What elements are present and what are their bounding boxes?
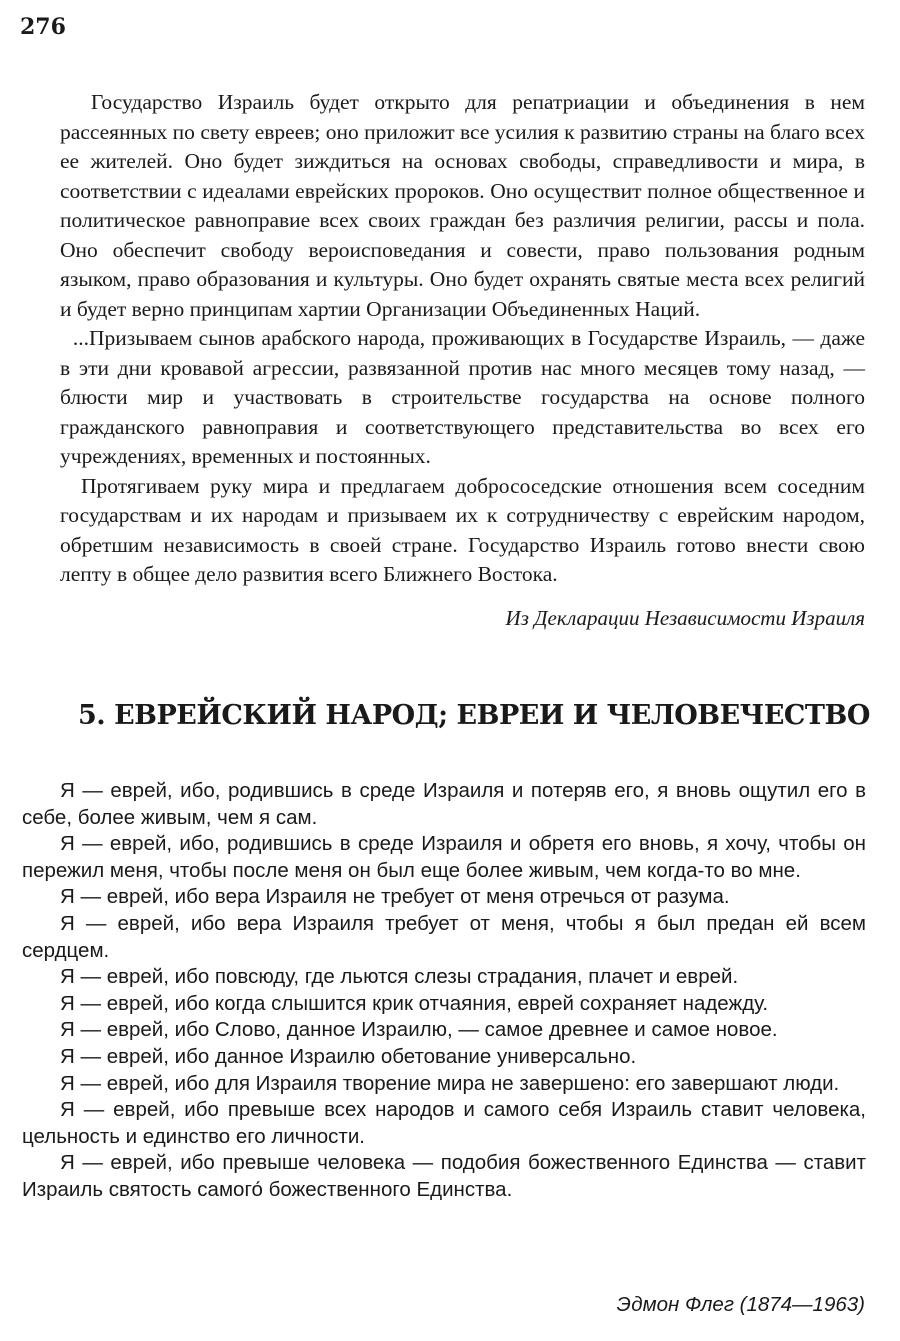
credo-line: Я — еврей, ибо превыше всех народов и самого себя Израиль ставит человека, цельность и единство его личности. xyxy=(22,1098,866,1148)
credo-line: Я — еврей, ибо превыше человека — подобия божественного Единства — ставит Израиль святость самого́ божественного Единства. xyxy=(22,1151,866,1201)
declaration-paragraph: Протягиваем руку мира и предлагаем добрососедские отношения всем соседним государствам и их народам и призываем их к сотрудничеству с еврейским народом, обретшим независимость в своей стране. Государство Израиль готово внести свою лепту в общее дело развития всего Ближнего Востока. xyxy=(60,473,865,586)
credo-line: Я — еврей, ибо, родившись в среде Израиля и обретя его вновь, я хочу, чтобы он пережил меня, чтобы после меня он был еще более живым, чем когда-то во мне. xyxy=(22,832,866,882)
quote-author: Эдмон Флег (1874—1963) xyxy=(616,1293,865,1316)
declaration-paragraph: Государство Израиль будет открыто для репатриации и объединения в нем рассеянных по свету евреев; оно приложит все усилия к развитию страны на благо всех ее жителей. Оно будет зиждиться на основах свободы, справедливости и мира, в соответствии с идеалами еврейских пророков. Оно осуществит полное общественное и политическое равноправие всех своих граждан без различия религии, рассы и пола. Оно обеспечит свободу вероисповедания и совести, право пользования родным языком, право образования и культуры. Оно будет охранять святые места всех религий и будет верно принципам хартии Организации Объединенных Наций. xyxy=(60,90,865,321)
credo-line: Я — еврей, ибо Слово, данное Израилю, — самое древнее и самое новое. xyxy=(60,1018,778,1042)
credo-line: Я — еврей, ибо для Израиля творение мира не завершено: его завершают люди. xyxy=(60,1071,840,1095)
section-body xyxy=(22,778,866,1204)
credo-line: Я — еврей, ибо, родившись в среде Израиля и потеряв его, я вновь ощутил его в себе, более живым, чем я сам. xyxy=(22,779,866,829)
page-number: 276 xyxy=(20,14,66,40)
credo-line: Я — еврей, ибо вера Израиля требует от меня, чтобы я был предан ей всем сердцем. xyxy=(22,911,866,962)
declaration-excerpt xyxy=(60,88,865,590)
declaration-paragraph: ...Призываем сынов арабского народа, проживающих в Государстве Израиль, — даже в эти дни кровавой агрессии, развязанной против нас много месяцев тому назад, — блюсти мир и участвовать в строительстве государства на основе полного гражданского равноправия и соответствующего представительства во всех его учреждениях, временных и постоянных. xyxy=(60,326,865,468)
section-heading: 5. ЕВРЕЙСКИЙ НАРОД; ЕВРЕИ И ЧЕЛОВЕЧЕСТВО xyxy=(78,700,870,731)
credo-line: Я — еврей, ибо данное Израилю обетование универсально. xyxy=(60,1044,637,1068)
credo-line: Я — еврей, ибо вера Израиля не требует от меня отречься от разума. xyxy=(60,885,730,909)
declaration-source: Из Декларации Независимости Израиля xyxy=(505,606,865,630)
credo-line: Я — еврей, ибо повсюду, где льются слезы страдания, плачет и еврей. xyxy=(60,965,739,989)
credo-line: Я — еврей, ибо когда слышится крик отчаяния, еврей сохраняет надежду. xyxy=(60,991,769,1015)
